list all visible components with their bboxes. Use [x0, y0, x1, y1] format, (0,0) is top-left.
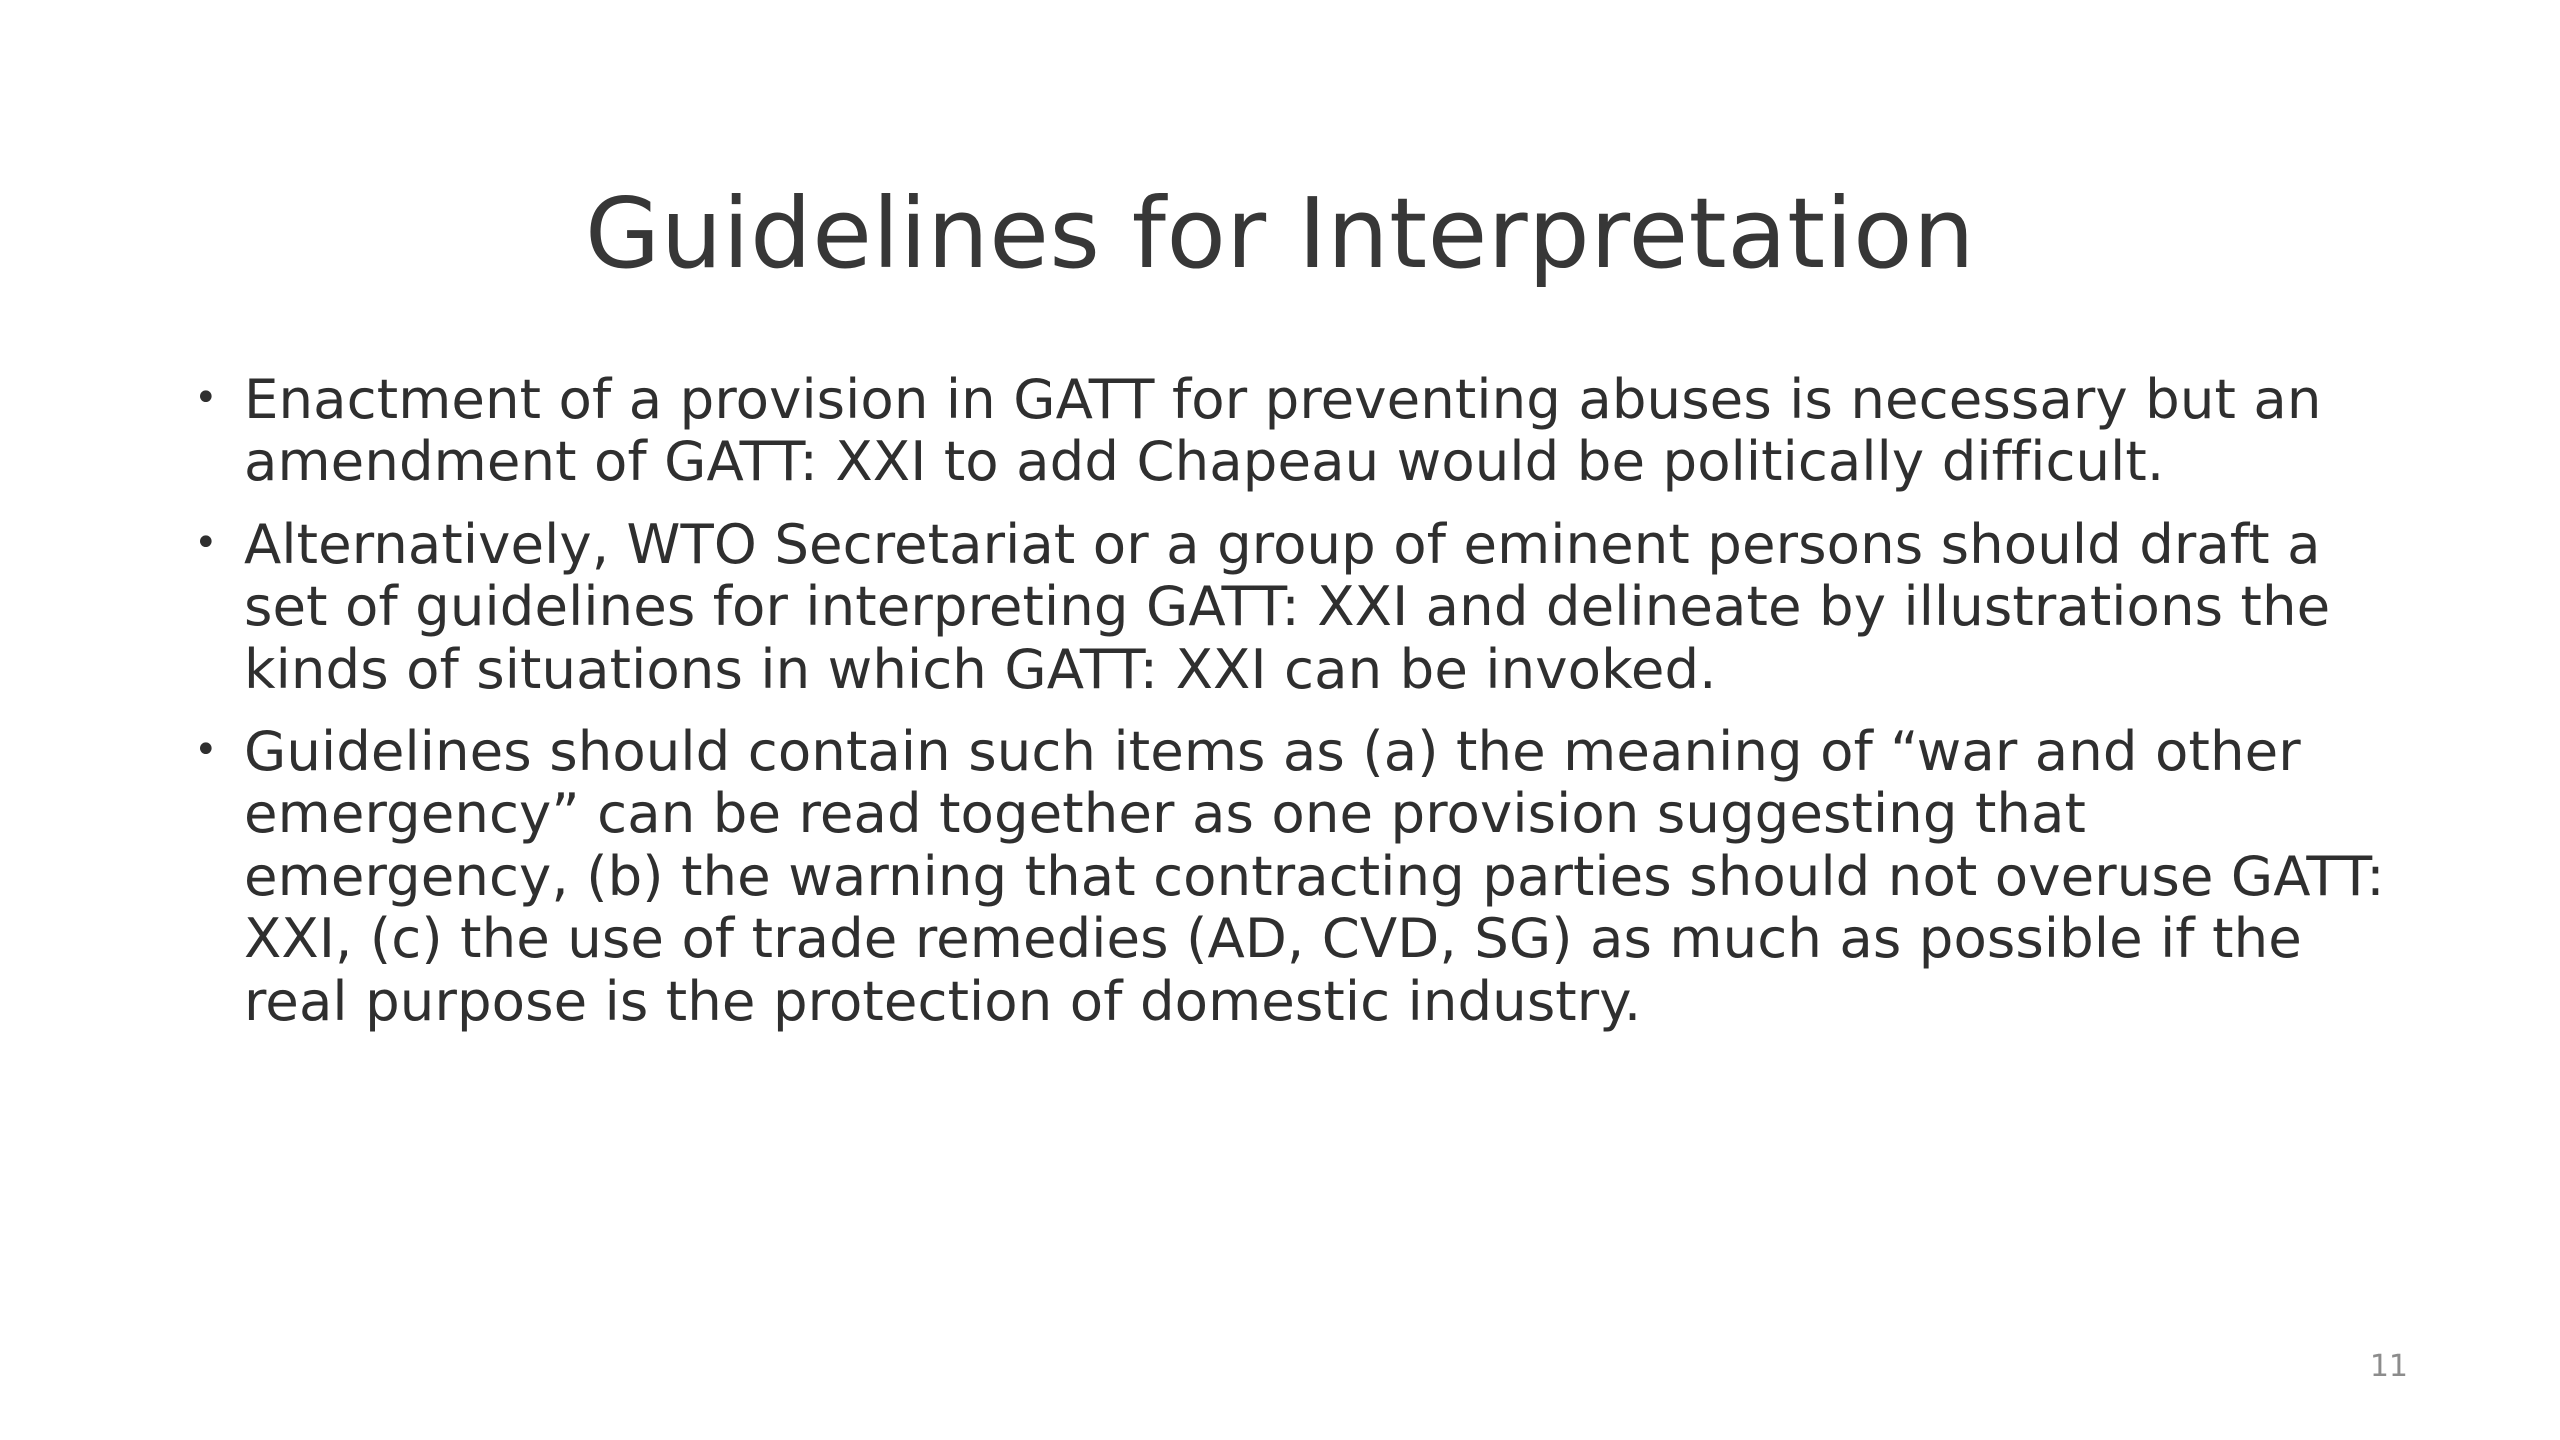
list-item-text: Guidelines should contain such items as (a) the meaning of “war and other emergency” can be read together as one provision suggesting that emergency, (b) the warning that contracting parties should not overuse GATT: XXI, (c) the use of trade remedies (AD, CVD, SG) as much as possible if the real purpose is the protection of domestic industry.	[244, 718, 2385, 1033]
list-item	[186, 720, 2396, 1032]
list-item-text: Alternatively, WTO Secretariat or a group of eminent persons should draft a set of guidelines for interpreting GATT: XXI and delineate by illustrations the kinds of situations in which GATT: XXI can be invoked.	[244, 511, 2331, 701]
page-number: 11	[2369, 1349, 2408, 1384]
list-item	[186, 513, 2396, 700]
bullet-point-icon: •	[194, 519, 218, 566]
bullet-list	[186, 368, 2396, 1032]
page-title: Guidelines for Interpretation	[585, 176, 1975, 290]
bullet-point-icon: •	[194, 726, 218, 773]
list-item-text: Enactment of a provision in GATT for preventing abuses is necessary but an amendment of GATT: XXI to add Chapeau would be politically difficult.	[244, 367, 2322, 494]
list-item	[186, 368, 2396, 493]
bullet-point-icon: •	[194, 375, 218, 421]
